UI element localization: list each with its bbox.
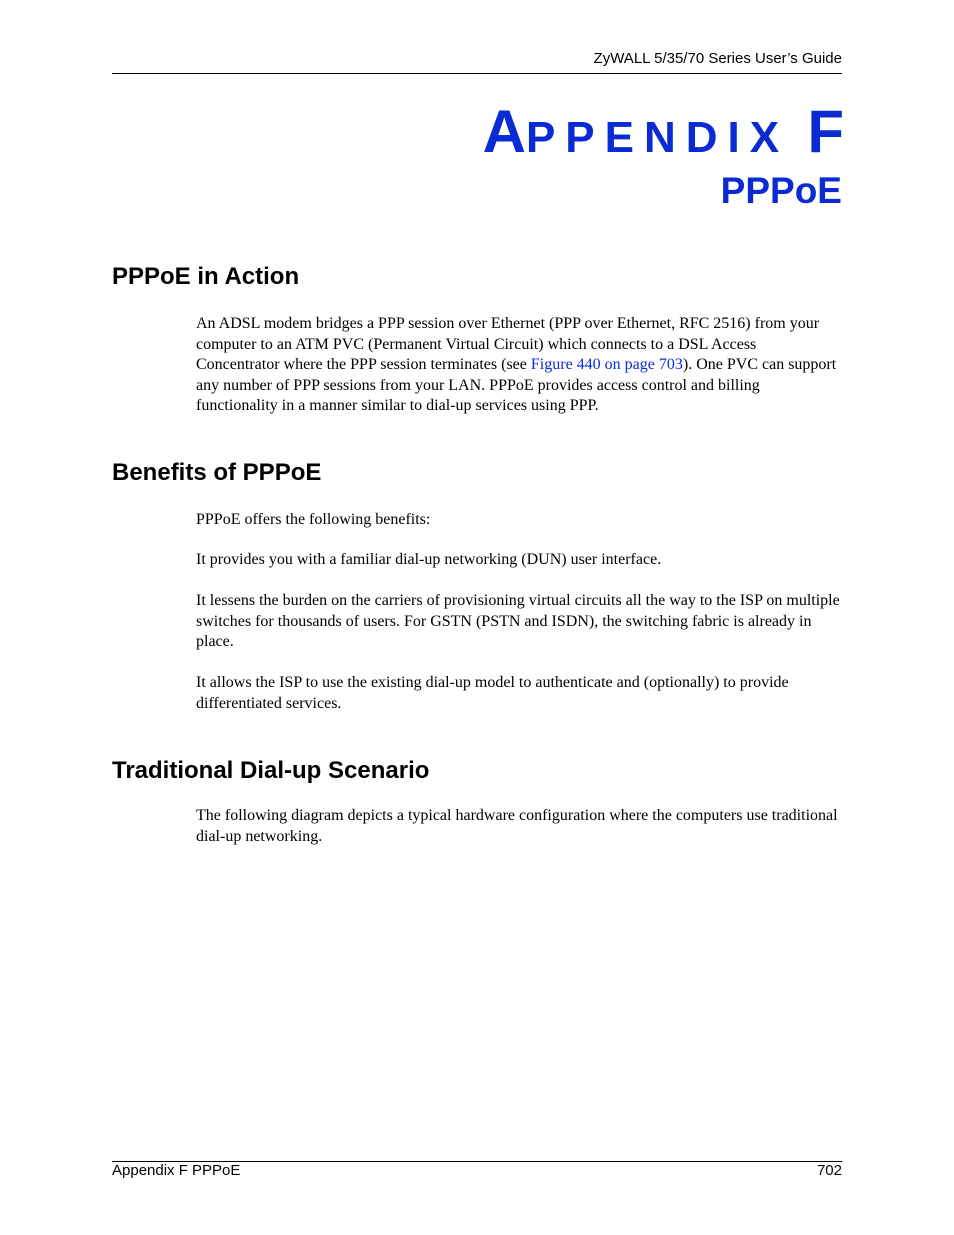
figure-reference-link[interactable]: Figure 440 on page 703	[530, 356, 683, 373]
paragraph-traditional: The following diagram depicts a typical hardware configuration where the computers use traditional dial-up networking.	[196, 807, 838, 845]
section-heading-benefits: Benefits of PPPoE	[112, 459, 322, 486]
section-heading-pppoe-in-action: PPPoE in Action	[112, 263, 300, 290]
paragraph-benefit-1: It provides you with a familiar dial-up networking (DUN) user interface.	[196, 551, 662, 568]
paragraph-pppoe-in-action	[196, 314, 842, 417]
page-header-title: ZyWALL 5/35/70 Series User’s Guide	[593, 50, 842, 67]
appendix-title-cap: A	[482, 98, 526, 165]
paragraph-text-after-link: ). One PVC can support any number of PPP sessions from your LAN. PPPoE provides access control and billing functionality in a manner similar to dial-up services using PPP.	[196, 356, 837, 414]
paragraph-text-before-link: An ADSL modem bridges a PPP session over Ethernet (PPP over Ethernet, RFC 2516) from your computer to an ATM PVC (Permanent Virtual Circuit) which connects to a DSL Access Concentrator where the PPP session terminates (see	[196, 315, 820, 373]
paragraph-benefit-2: It lessens the burden on the carriers of provisioning virtual circuits all the way to the ISP on multiple switches for thousands of users. For GSTN (PSTN and ISDN), the switching fabric is already in place.	[196, 592, 840, 650]
footer-chapter-label: Appendix F PPPoE	[112, 1162, 241, 1179]
paragraph-benefits-intro: PPPoE offers the following benefits:	[196, 511, 431, 528]
appendix-title-word: PPENDIX	[525, 113, 790, 162]
section-heading-traditional: Traditional Dial-up Scenario	[112, 757, 430, 784]
footer-page-number: 702	[816, 1162, 842, 1179]
appendix-title	[483, 100, 844, 170]
paragraph-benefit-3: It allows the ISP to use the existing dial-up model to authenticate and (optionally) to provide differentiated services.	[196, 674, 789, 712]
appendix-letter: F	[807, 98, 844, 165]
chapter-subtitle: PPPoE	[720, 170, 842, 211]
header-rule	[112, 73, 842, 74]
